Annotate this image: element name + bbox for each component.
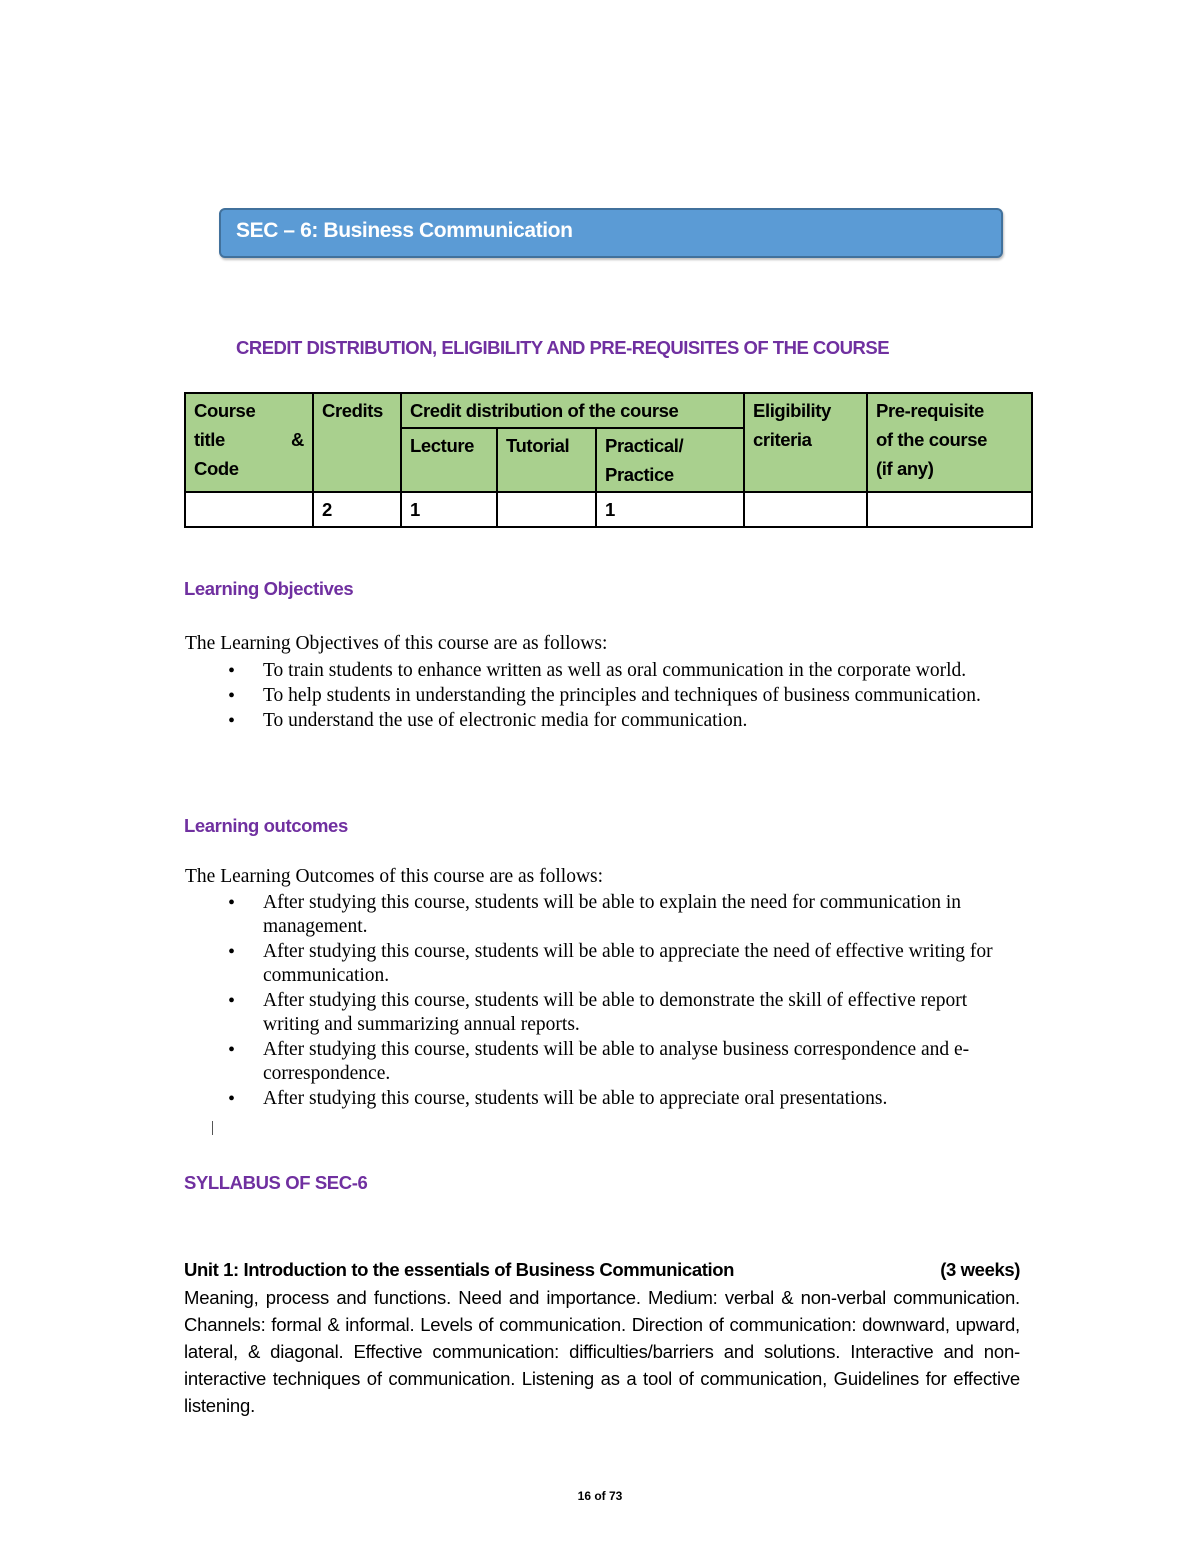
list-item: • After studying this course, students will be able to analyse business correspondence and e-correspondence. <box>228 1038 1008 1086</box>
list-item: • To understand the use of electronic media for communication. <box>228 709 1008 733</box>
header-tutorial: Tutorial <box>497 428 596 492</box>
cell-eligibility <box>744 492 867 527</box>
outcomes-intro: The Learning Outcomes of this course are as follows: <box>185 866 604 887</box>
list-item: • To help students in understanding the principles and techniques of business communication. <box>228 684 1008 708</box>
list-item: • After studying this course, students will be able to explain the need for communication in management. <box>228 891 1008 939</box>
objectives-intro: The Learning Objectives of this course are as follows: <box>185 633 608 654</box>
course-title: SEC – 6: Business Communication <box>236 219 573 242</box>
credit-distribution-heading: CREDIT DISTRIBUTION, ELIGIBILITY AND PRE-REQUISITES OF THE COURSE <box>236 337 890 358</box>
header-credit-distribution: Credit distribution of the course <box>401 393 744 428</box>
header-eligibility: Eligibility criteria <box>744 393 867 492</box>
cell-tutorial <box>497 492 596 527</box>
unit1-title-line <box>184 1259 1020 1281</box>
header-practical: Practical/ Practice <box>596 428 744 492</box>
table-header-row <box>185 393 1032 428</box>
text-cursor <box>212 1121 213 1135</box>
unit1-title: Unit 1: Introduction to the essentials of Business Communication <box>184 1259 735 1280</box>
cell-practical: 1 <box>596 492 744 527</box>
header-credits: Credits <box>313 393 401 492</box>
credit-distribution-table <box>184 392 1033 528</box>
cell-prerequisite <box>867 492 1032 527</box>
course-title-banner <box>219 208 1003 258</box>
syllabus-heading: SYLLABUS OF SEC-6 <box>184 1172 368 1193</box>
header-prerequisite: Pre-requisite of the course (if any) <box>867 393 1032 492</box>
learning-outcomes-heading: Learning outcomes <box>184 815 348 836</box>
list-item: • After studying this course, students will be able to appreciate oral presentations. <box>228 1087 1008 1111</box>
learning-objectives-heading: Learning Objectives <box>184 578 354 599</box>
objectives-list <box>228 659 1008 734</box>
page-number: 16 of 73 <box>577 1489 623 1503</box>
list-item: • After studying this course, students will be able to demonstrate the skill of effective report writing and summarizing annual reports. <box>228 989 1008 1037</box>
outcomes-list <box>228 891 1008 1112</box>
cell-lecture: 1 <box>401 492 497 527</box>
list-item: • After studying this course, students will be able to appreciate the need of effective writing for communication. <box>228 940 1008 988</box>
cell-credits: 2 <box>313 492 401 527</box>
unit1-duration: (3 weeks) <box>940 1259 1020 1280</box>
header-course-title-code: Course title & Code <box>185 393 313 492</box>
list-item: • To train students to enhance written as well as oral communication in the corporate world. <box>228 659 1008 683</box>
header-lecture: Lecture <box>401 428 497 492</box>
cell-course <box>185 492 313 527</box>
table-row <box>185 492 1032 527</box>
unit1-body: Meaning, process and functions. Need and importance. Medium: verbal & non-verbal communication. Channels: formal & informal. Levels of communication. Direction of communication: downward, upward, lateral, & diagonal. Effective communication: difficulties/barriers and solutions. Interactive and non-interactive techniques of communication. Listening as a tool of communication, Guidelines for effective listening. <box>184 1287 1020 1416</box>
